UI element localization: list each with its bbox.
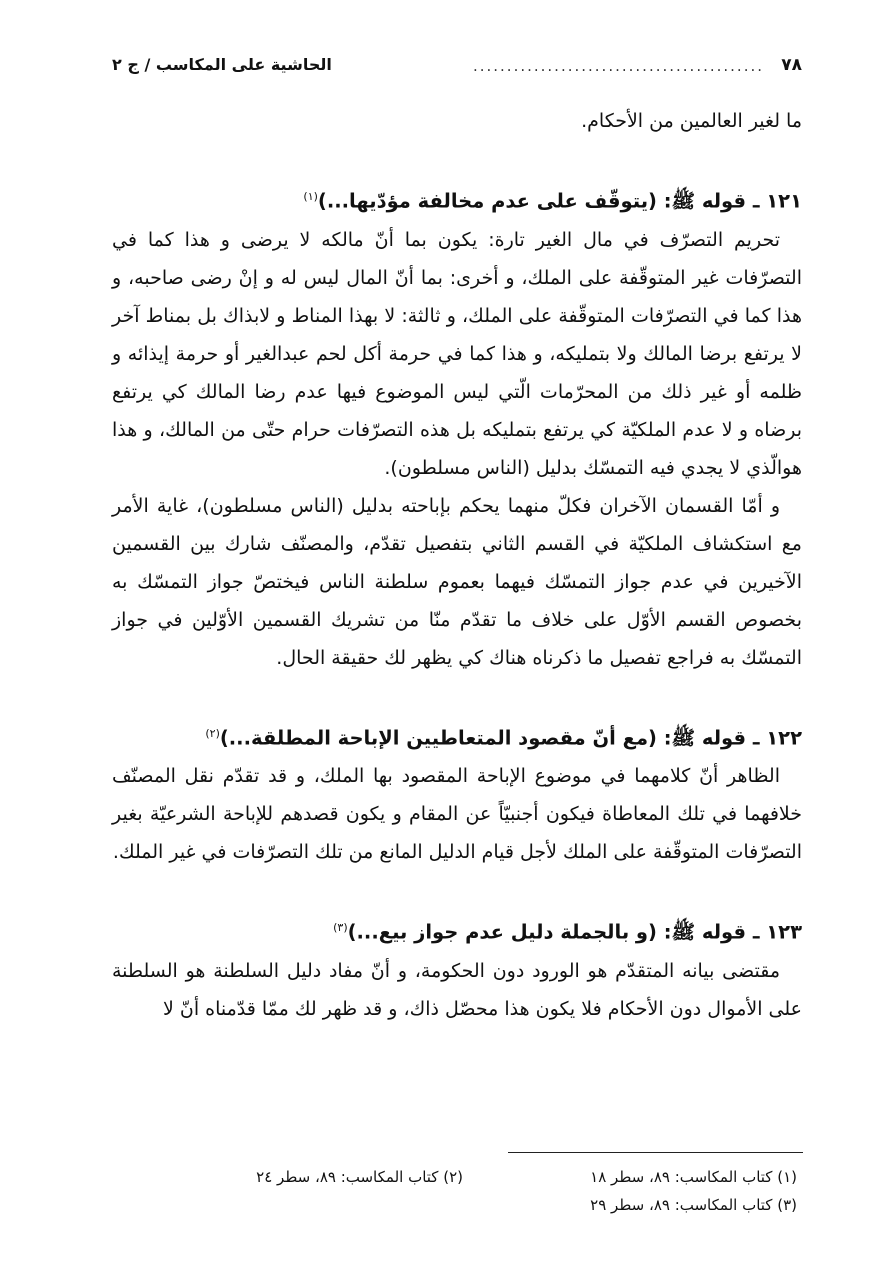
running-title: الحاشية على المكاسب / ج ٢ — [112, 55, 332, 74]
main-text — [112, 102, 802, 1028]
section-heading-122 — [112, 715, 802, 758]
footnote-ref-2: (٢) — [205, 726, 220, 740]
footnote-separator — [508, 1152, 803, 1153]
paragraph-121-a: تحريم التصرّف في مال الغير تارة: يكون بما أنّ مالكه لا يرضى و هذا كما في التصرّفات غير المتوقّفة على الملك، و أخرى: بما أنّ المال ليس له و إنْ رضى صاحبه، و هذا كما في التصرّفات المتوقّفة على الملك، و ثالثة: لا بهذا المناط و لابذاك بل بمناط آخر لا يرتفع برضا المالك ولا بتمليكه، و هذا كما في حرمة أكل لحم عبدالغير أو حرمة إيذائه و ظلمه أو غير ذلك من المحرّمات الّتي ليس الموضوع فيها عدم رضا المالك كي يرتفع برضاه و لا عدم الملكيّة كي يرتفع بتمليكه بل هذه التصرّفات حرام حتّى من المالك، و هذا هوالّذي لا يجدي فيه التمسّك بدليل (الناس مسلطون). — [112, 228, 802, 479]
footnote-1: (١) كتاب المكاسب: ٨٩، سطر ١٨ — [590, 1168, 797, 1186]
heading-text: ١٢١ ـ قوله ﷺ: (يتوقّف على عدم مخالفة مؤدّيها...) — [317, 189, 802, 213]
footnote-2: (٢) كتاب المكاسب: ٨٩، سطر ٢٤ — [256, 1168, 463, 1186]
section-heading-123 — [112, 909, 802, 952]
heading-text: ١٢٢ ـ قوله ﷺ: (مع أنّ مقصود المتعاطيين الإباحة المطلقة...) — [219, 726, 802, 749]
page-number: ٧٨ — [781, 55, 802, 75]
footnote-ref-3: (٣) — [333, 921, 348, 934]
section-heading-121 — [112, 178, 802, 221]
paragraph-123: مقتضى بيانه المتقدّم هو الورود دون الحكومة، و أنّ مفاد دليل السلطنة هو السلطنة على الأموال دون الأحكام فلا يكون هذا محصّل ذاك، و قد ظهر لك ممّا قدّمناه أنّ لا — [112, 959, 802, 1020]
header-leader-dots: ........................................... — [472, 57, 764, 75]
heading-text: ١٢٣ ـ قوله ﷺ: (و بالجملة دليل عدم جواز بيع...) — [347, 920, 802, 944]
page-header — [112, 55, 802, 85]
footnote-ref-1: (١) — [303, 190, 318, 203]
footnote-3: (٣) كتاب المكاسب: ٨٩، سطر ٢٩ — [590, 1196, 797, 1214]
paragraph-122: الظاهر أنّ كلامهما في موضوع الإباحة المقصود بها الملك، و قد تقدّم نقل المصنّف خلافهما في تلك المعاطاة فيكون أجنبيّاً عن المقام و يكون قصدهم للإباحة الشرعيّة بغير التصرّفات المتوقّفة على الملك لأجل قيام الدليل المانع من تلك التصرّفات في غير الملك. — [112, 765, 802, 863]
paragraph-121-b: و أمّا القسمان الآخران فكلّ منهما يحكم بإباحته بدليل (الناس مسلطون)، غاية الأمر مع استكشاف الملكيّة في القسم الثاني بتفصيل تقدّم، والمصنّف شارك بين القسمين الآخيرين في عدم جواز التمسّك فيهما بعموم سلطنة الناس فيختصّ جواز التمسّك به بخصوص القسم الأوّل على خلاف ما تقدّم منّا من تشريك القسمين الأوّلين في جواز التمسّك به فراجع تفصيل ما ذكرناه هناك كي يظهر لك حقيقة الحال. — [112, 494, 802, 669]
continued-paragraph: ما لغير العالمين من الأحكام. — [581, 110, 802, 132]
